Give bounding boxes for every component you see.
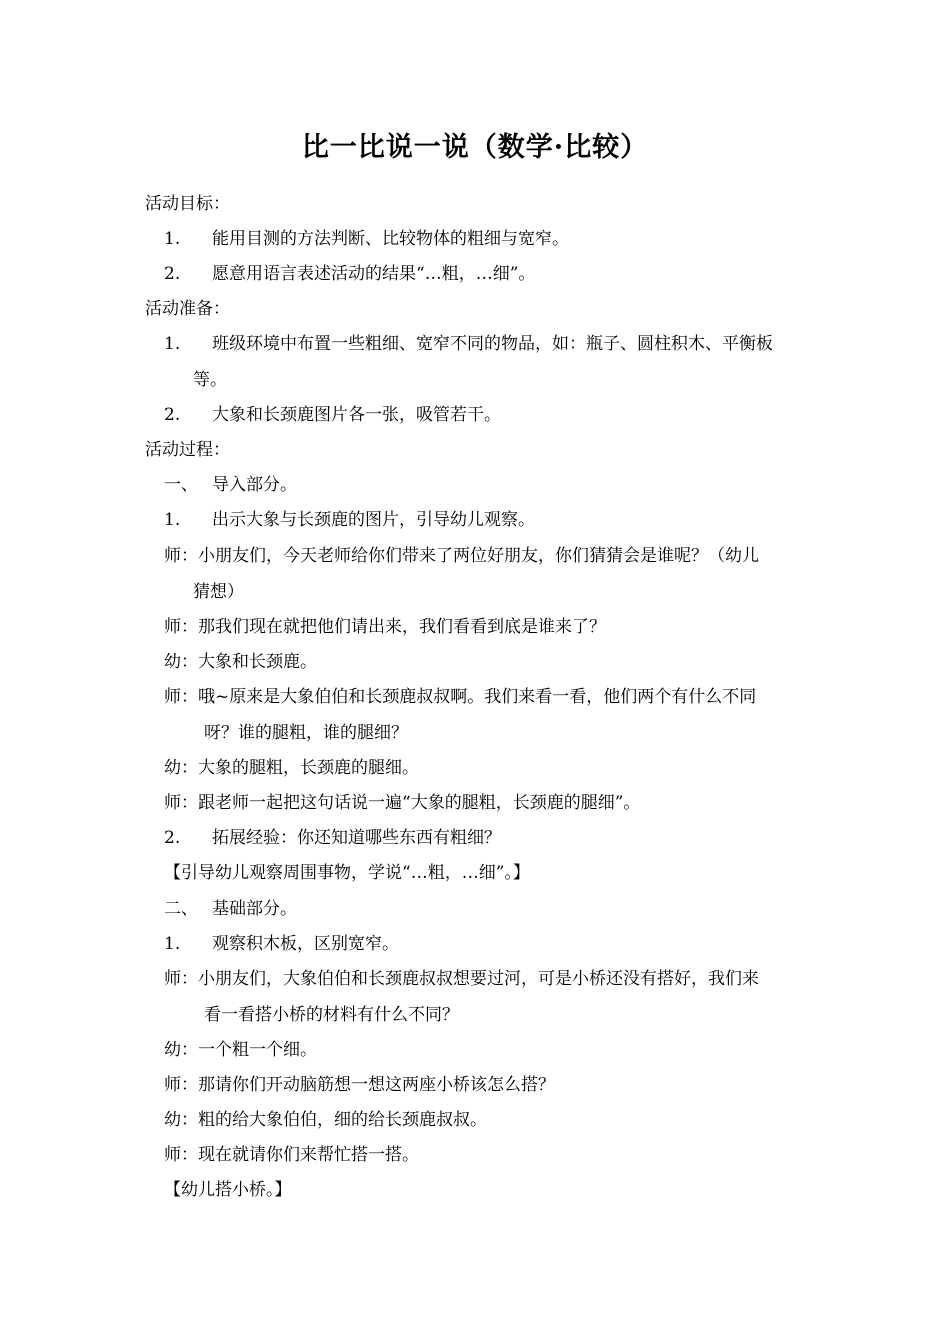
dialogue-line-continued: 看一看搭小桥的材料有什么不同？ xyxy=(204,1005,459,1025)
list-text: 班级环境中布置一些粗细、宽窄不同的物品，如：瓶子、圆柱积木、平衡板 xyxy=(212,334,773,354)
dialogue-line-continued: 猜想） xyxy=(193,582,244,602)
prep-item-2 xyxy=(164,403,501,427)
list-number: 2. xyxy=(164,405,181,425)
list-text: 能用目测的方法判断、比较物体的粗细与宽窄。 xyxy=(212,229,569,249)
list-number: 一、 xyxy=(164,475,198,495)
dialogue-line: 师：哦~原来是大象伯伯和长颈鹿叔叔啊。我们来看一看，他们两个有什么不同 xyxy=(164,687,757,707)
dialogue-line: 师：那请你们开动脑筋想一想这两座小桥该怎么搭？ xyxy=(164,1075,555,1095)
section-heading-goals: 活动目标： xyxy=(145,194,230,214)
dialogue-line: 师：现在就请你们来帮忙搭一搭。 xyxy=(164,1145,419,1165)
goal-item-2 xyxy=(164,262,535,286)
dialogue-line-continued: 呀？谁的腿粗，谁的腿细？ xyxy=(204,723,408,743)
dialogue-line: 师：小朋友们，今天老师给你们带来了两位好朋友，你们猜猜会是谁呢？（幼儿 xyxy=(164,546,759,566)
list-number: 1. xyxy=(164,934,181,954)
section-heading-process: 活动过程： xyxy=(145,440,230,460)
list-text: 大象和长颈鹿图片各一张，吸管若干。 xyxy=(212,405,501,425)
process-step-2 xyxy=(164,826,501,850)
prep-item-1 xyxy=(164,332,773,356)
goal-item-1 xyxy=(164,227,569,251)
list-number: 1. xyxy=(164,510,181,530)
list-text: 观察积木板，区别宽窄。 xyxy=(212,934,399,954)
dialogue-line: 师：跟老师一起把这句话说一遍“大象的腿粗，长颈鹿的腿细”。 xyxy=(164,793,641,813)
instruction-note: 【幼儿搭小桥。】 xyxy=(164,1180,292,1200)
prep-item-1-continued: 等。 xyxy=(193,370,227,390)
dialogue-line: 幼：大象和长颈鹿。 xyxy=(164,652,317,672)
process-step-1 xyxy=(164,508,535,532)
dialogue-line: 幼：大象的腿粗，长颈鹿的腿细。 xyxy=(164,758,419,778)
process-step-1 xyxy=(164,932,399,956)
list-number: 2. xyxy=(164,264,181,284)
list-text: 愿意用语言表述活动的结果“…粗，…细”。 xyxy=(212,264,536,284)
list-number: 1. xyxy=(164,229,181,249)
process-part-2 xyxy=(164,897,297,921)
dialogue-line: 师：小朋友们，大象伯伯和长颈鹿叔叔想要过河，可是小桥还没有搭好，我们来 xyxy=(164,969,759,989)
list-number: 1. xyxy=(164,334,181,354)
section-heading-preparation: 活动准备： xyxy=(145,299,230,319)
list-text: 拓展经验：你还知道哪些东西有粗细？ xyxy=(212,828,501,848)
document-title: 比一比说一说（数学·比较） xyxy=(301,132,649,163)
dialogue-line: 师：那我们现在就把他们请出来，我们看看到底是谁来了？ xyxy=(164,617,606,637)
list-text: 基础部分。 xyxy=(212,899,297,919)
dialogue-line: 幼：粗的给大象伯伯，细的给长颈鹿叔叔。 xyxy=(164,1110,487,1130)
dialogue-line: 幼：一个粗一个细。 xyxy=(164,1040,317,1060)
list-number: 二、 xyxy=(164,899,198,919)
list-number: 2. xyxy=(164,828,181,848)
list-text: 出示大象与长颈鹿的图片，引导幼儿观察。 xyxy=(212,510,535,530)
list-text: 导入部分。 xyxy=(212,475,297,495)
process-part-1 xyxy=(164,473,297,497)
instruction-note: 【引导幼儿观察周围事物，学说“…粗，…细”。】 xyxy=(164,863,530,883)
